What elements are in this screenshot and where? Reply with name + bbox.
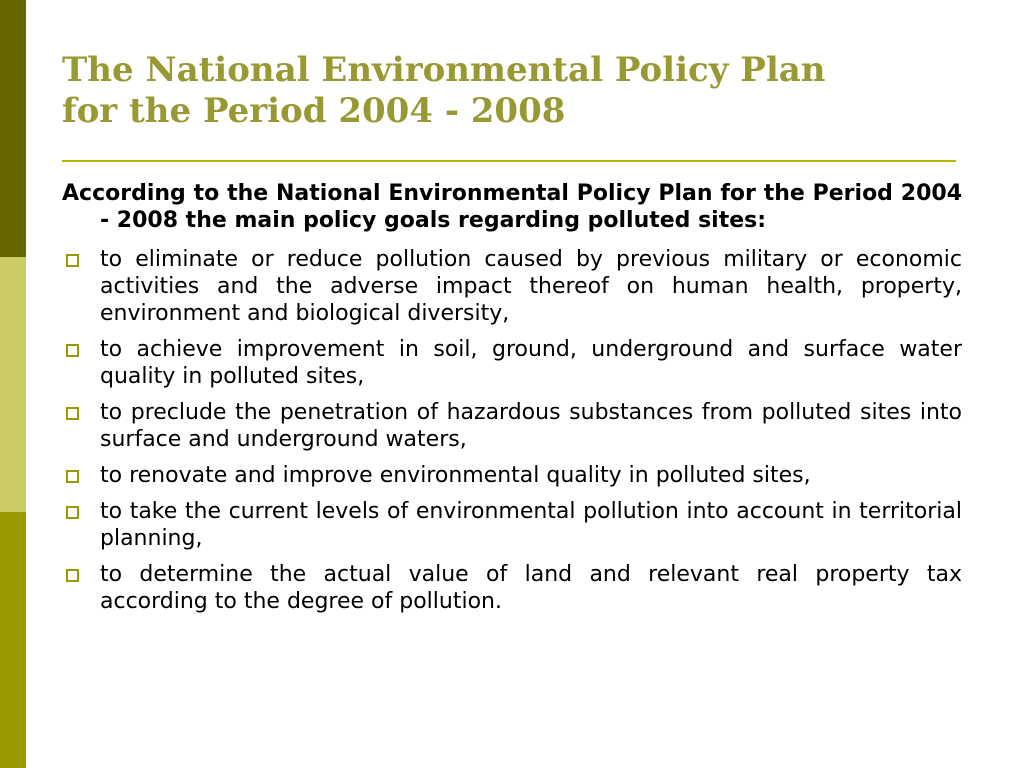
square-bullet-icon xyxy=(66,344,79,357)
goal-item xyxy=(62,498,962,552)
goal-text: to renovate and improve environmental quality in polluted sites, xyxy=(100,463,811,488)
goal-text: to eliminate or reduce pollution caused by previous military or economic activities and the adverse impact thereof on human health, property, environment and biological diversity, xyxy=(100,247,962,326)
side-bar-middle xyxy=(0,257,26,512)
slide-title xyxy=(62,50,982,132)
side-bar-top xyxy=(0,0,26,257)
title-divider xyxy=(62,160,956,162)
title-line-2: for the Period 2004 - 2008 xyxy=(62,91,566,131)
goal-text: to achieve improvement in soil, ground, underground and surface water quality in polluted sites, xyxy=(100,337,962,389)
goal-text: to take the current levels of environmental pollution into account in territorial planning, xyxy=(100,499,962,551)
goal-item xyxy=(62,336,962,390)
square-bullet-icon xyxy=(66,506,79,519)
goal-text: to determine the actual value of land and relevant real property tax according to the degree of pollution. xyxy=(100,562,962,614)
square-bullet-icon xyxy=(66,470,79,483)
goal-item xyxy=(62,462,962,489)
title-line-1: The National Environmental Policy Plan xyxy=(62,50,826,90)
goals-list xyxy=(62,246,962,615)
goal-item xyxy=(62,561,962,615)
slide-body xyxy=(62,180,962,624)
square-bullet-icon xyxy=(66,254,79,267)
intro-text: According to the National Environmental Policy Plan for the Period 2004 - 2008 the main policy goals regarding polluted sites: xyxy=(62,181,962,233)
square-bullet-icon xyxy=(66,407,79,420)
goal-item xyxy=(62,246,962,327)
goal-text: to preclude the penetration of hazardous substances from polluted sites into surface and underground waters, xyxy=(100,400,962,452)
goal-item xyxy=(62,399,962,453)
square-bullet-icon xyxy=(66,569,79,582)
side-bar-bottom xyxy=(0,512,26,768)
